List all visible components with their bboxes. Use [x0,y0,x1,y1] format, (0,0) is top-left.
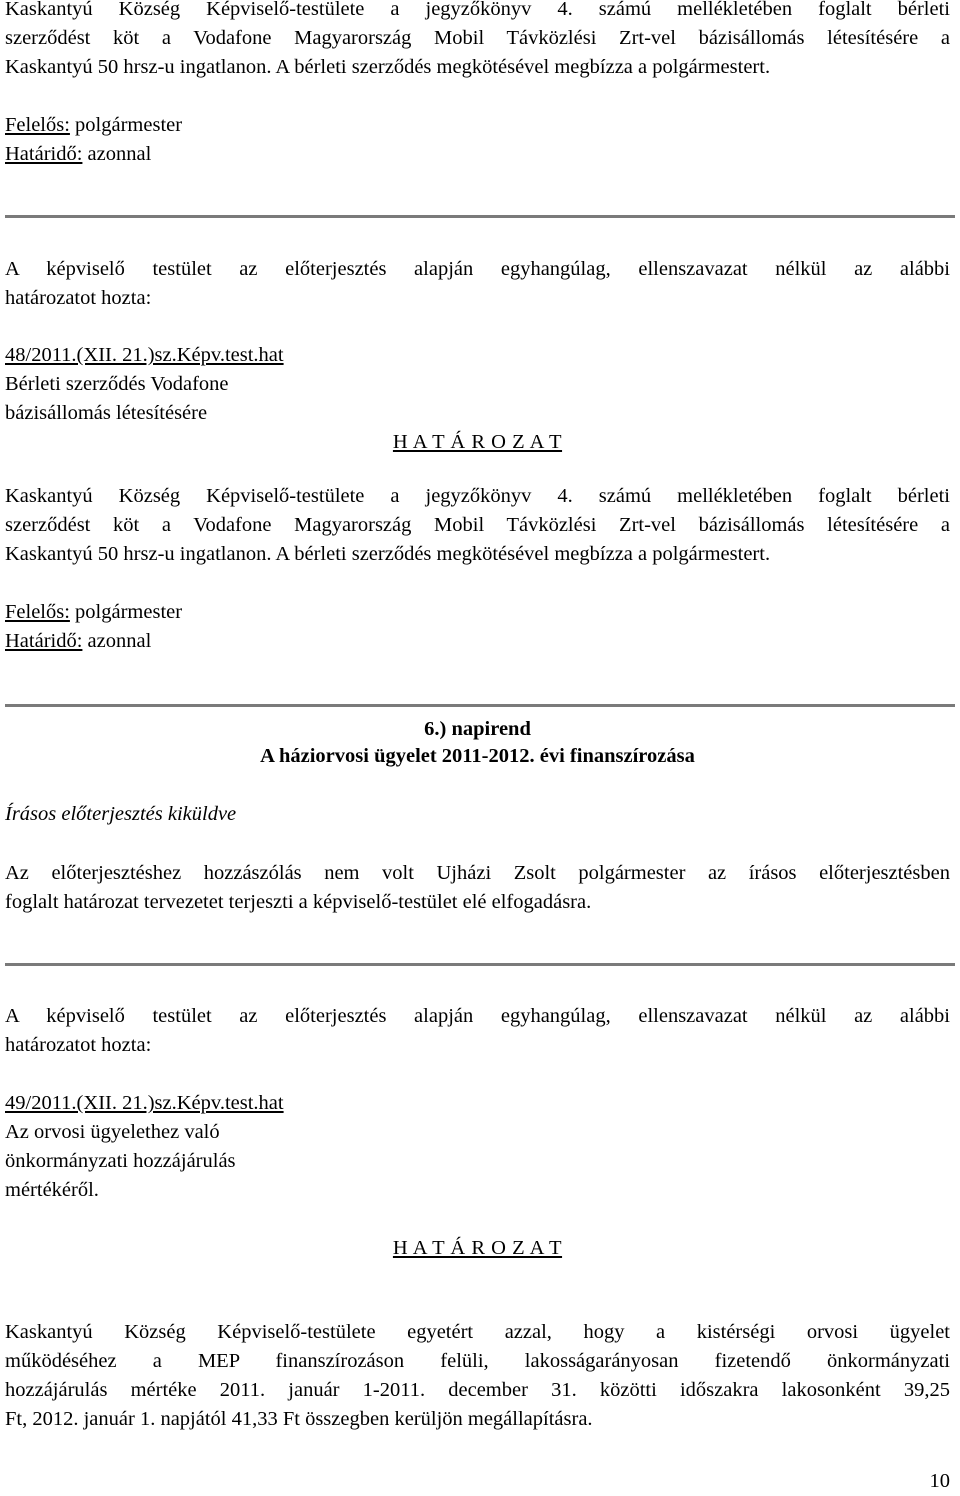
resolution-49-text [5,1318,950,1434]
paragraph-line: szerződést köt a Vodafone Magyarország Mobil Távközlési Zrt-vel bázisállomás létesítésére a [5,27,950,49]
resolution-title-line: Bérleti szerződés Vodafone [5,373,229,395]
paragraph-line: Kaskantyú Község Képviselő-testülete a jegyzőkönyv 4. számú mellékletében foglalt bérleti [5,0,950,20]
page-number: 10 [929,1470,950,1492]
separator-rule [5,704,955,707]
responsible-label: Felelős: [5,114,70,136]
resolution-49-header [5,1089,950,1205]
vote-line: A képviselő testület az előterjesztés alapján egyhangúlag, ellenszavazat nélkül az alábbi [5,1005,950,1027]
resolution-title-line: mértékéről. [5,1179,99,1201]
paragraph-line: Kaskantyú Község Képviselő-testülete egyetért azzal, hogy a kistérségi orvosi ügyelet [5,1321,950,1343]
resolution-48-header [5,341,950,428]
resolution-title-line: önkormányzati hozzájárulás [5,1150,236,1172]
paragraph-line: működéséhez a MEP finanszírozáson felüli, lakosságarányosan fizetendő önkormányzati [5,1350,950,1372]
agenda-title: A háziorvosi ügyelet 2011-2012. évi finanszírozása [260,745,695,767]
vote-line: A képviselő testület az előterjesztés alapján egyhangúlag, ellenszavazat nélkül az alábbi [5,258,950,280]
resolution-48-text [5,482,950,569]
agenda-heading [5,716,950,770]
deadline-value: azonnal [82,630,152,652]
responsible-value: polgármester [69,601,183,623]
paragraph-line: Kaskantyú 50 hrsz-u ingatlanon. A bérleti szerződés megkötésével megbízza a polgármestert. [5,56,771,78]
resolution-heading [5,1234,950,1263]
deadline-label: Határidő: [5,630,83,652]
written-proposal-text: Írásos előterjesztés kiküldve [5,803,237,825]
agenda-number: 6.) napirend [424,718,531,740]
agenda-paragraph [5,859,950,917]
heading-text: H A T Á R O Z A T [392,1237,563,1259]
separator-rule [5,215,955,218]
responsible-line [5,111,950,140]
paragraph-line: Kaskantyú Község Képviselő-testülete a jegyzőkönyv 4. számú mellékletében foglalt bérleti [5,485,950,507]
responsible-label: Felelős: [5,601,70,623]
deadline-line [5,140,950,169]
paragraph-line: Ft, 2012. január 1. napjától 41,33 Ft összegben kerüljön megállapításra. [5,1408,593,1430]
deadline-line [5,627,950,656]
vote-line: határozatot hozta: [5,1034,152,1056]
resolution-heading [5,428,950,457]
responsible-value: polgármester [69,114,183,136]
vote-statement [5,255,950,313]
paragraph-line: hozzájárulás mértéke 2011. január 1-2011. december 31. közötti időszakra lakosonként 39,25 [5,1379,950,1401]
resolution-title-line: Az orvosi ügyelethez való [5,1121,220,1143]
vote-line: határozatot hozta: [5,287,152,309]
separator-rule [5,963,955,966]
deadline-label: Határidő: [5,143,83,165]
paragraph-line: foglalt határozat tervezetet terjeszti a képviselő-testület elé elfogadásra. [5,891,592,913]
written-proposal-note [5,800,950,829]
paragraph-line: szerződést köt a Vodafone Magyarország Mobil Távközlési Zrt-vel bázisállomás létesítésére a [5,514,950,536]
resolution-text-top [5,0,950,82]
responsible-line [5,598,950,627]
resolution-number: 49/2011.(XII. 21.)sz.Képv.test.hat [5,1092,284,1114]
vote-statement [5,1002,950,1060]
resolution-title-line: bázisállomás létesítésére [5,402,208,424]
resolution-number: 48/2011.(XII. 21.)sz.Képv.test.hat [5,344,284,366]
paragraph-line: Az előterjesztéshez hozzászólás nem volt Ujházi Zsolt polgármester az írásos előterjesztésben [5,862,950,884]
paragraph-line: Kaskantyú 50 hrsz-u ingatlanon. A bérleti szerződés megkötésével megbízza a polgármestert. [5,543,771,565]
heading-text: H A T Á R O Z A T [392,431,563,453]
deadline-value: azonnal [82,143,152,165]
